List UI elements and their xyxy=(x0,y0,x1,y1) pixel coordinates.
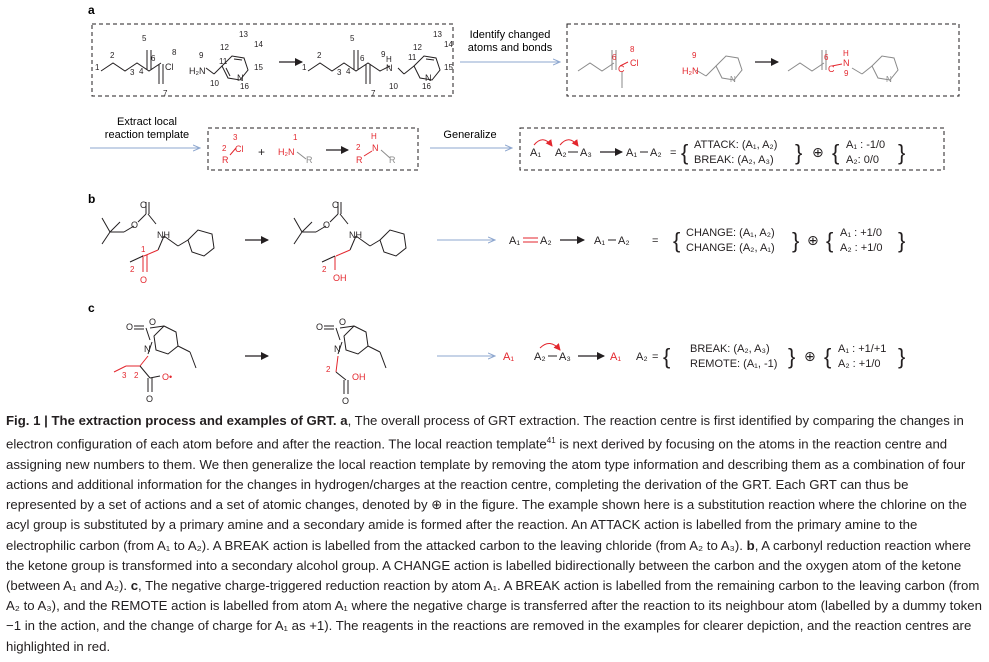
amide-n: N xyxy=(386,63,393,73)
amide-product-molecule xyxy=(308,50,440,84)
grt-b xyxy=(509,227,905,254)
amide-nh: H xyxy=(386,55,392,64)
centre-pyridine-n: N xyxy=(730,75,736,84)
caption-title: Fig. 1 | The extraction process and examples of GRT. xyxy=(6,413,337,428)
svg-text:11: 11 xyxy=(219,57,228,66)
svg-text:A₁ : +1/0: A₁ : +1/0 xyxy=(840,227,882,239)
reaction-centre-box xyxy=(567,24,959,96)
svg-text:A₂: A₂ xyxy=(540,235,552,247)
svg-text:7: 7 xyxy=(163,89,168,98)
svg-text:12: 12 xyxy=(220,43,229,52)
svg-text:⊕: ⊕ xyxy=(807,232,819,248)
c-product-ring-o: O xyxy=(339,317,347,327)
product-ester-o: O xyxy=(323,220,331,230)
svg-text:A₂ : +1/0: A₂ : +1/0 xyxy=(840,242,883,254)
svg-text:5: 5 xyxy=(142,34,147,43)
svg-text:10: 10 xyxy=(210,79,219,88)
svg-text:A₁ : +1/+1: A₁ : +1/+1 xyxy=(838,343,887,355)
svg-text:7: 7 xyxy=(371,89,376,98)
svg-text:⊕: ⊕ xyxy=(804,348,816,364)
caption-a-text: , The overall process of GRT extraction. The reaction centre is first identified by comparing the changes in electron configuration of each atom before and after the reaction. The local reaction template xyxy=(6,413,964,452)
svg-text:A₂: 0/0: A₂: 0/0 xyxy=(846,154,880,166)
product-centre-h: H xyxy=(843,49,849,58)
caption-c-text: , The negative charge-triggered reduction reaction by atom A₁. A BREAK action is labelled from the remaining carbon to the leaving carbon (from A₂ to A₃), and the REMOTE action is labelled from atom A₁ where the negative charge is transferred after the reaction to its neighbour atom (labelled by a dummy token −1 in the action, and the change of charge for A₁ as +1). The reagents in the reactions are removed in the examples for clearer depiction, and the reaction centres are highlighted in red. xyxy=(6,578,982,654)
c-product-oh: OH xyxy=(352,372,366,382)
svg-text:4: 4 xyxy=(346,67,351,76)
svg-text:A₁: A₁ xyxy=(610,351,622,363)
panel-a-label: a xyxy=(88,3,95,17)
svg-text:}: } xyxy=(898,344,906,369)
svg-text:CHANGE: (A₂, A₁): CHANGE: (A₂, A₁) xyxy=(686,242,775,254)
svg-text:2: 2 xyxy=(322,265,327,274)
svg-text:{: { xyxy=(824,344,832,369)
c-o-radical: O• xyxy=(162,372,173,382)
svg-text:H₂N: H₂N xyxy=(278,147,295,157)
svg-text:N: N xyxy=(425,73,432,83)
svg-text:A₃: A₃ xyxy=(580,147,592,159)
panel-b-label: b xyxy=(88,192,96,206)
c-product-carbonyl-o: O xyxy=(316,322,324,332)
centre-chlorine: Cl xyxy=(630,58,639,68)
svg-text:4: 4 xyxy=(139,67,144,76)
svg-text:8: 8 xyxy=(172,48,177,57)
svg-text:5: 5 xyxy=(350,34,355,43)
svg-text:14: 14 xyxy=(444,40,453,49)
svg-text:1: 1 xyxy=(302,63,307,72)
product-num-6: 6 xyxy=(824,53,829,62)
svg-text:N: N xyxy=(372,143,379,153)
boc-o-top: O xyxy=(140,200,148,210)
svg-text:A₃: A₃ xyxy=(559,351,571,363)
svg-text:2: 2 xyxy=(134,371,139,380)
product-boc-o: O xyxy=(332,200,340,210)
svg-text:BREAK: (A₂, A₃): BREAK: (A₂, A₃) xyxy=(690,343,770,355)
svg-text:}: } xyxy=(792,228,800,253)
svg-text:⊕: ⊕ xyxy=(812,144,824,160)
svg-text:R: R xyxy=(389,155,396,165)
svg-text:A₂: A₂ xyxy=(555,147,567,159)
svg-text:H: H xyxy=(371,132,377,141)
c-carboxyl-o: O xyxy=(146,394,154,404)
centre-num-6: 6 xyxy=(612,53,617,62)
svg-text:A₂ : +1/0: A₂ : +1/0 xyxy=(838,358,881,370)
svg-text:{: { xyxy=(663,344,671,369)
atom2-label: 2 xyxy=(130,265,135,274)
svg-text:9: 9 xyxy=(199,51,204,60)
svg-text:=: = xyxy=(652,235,659,247)
identify-step-label: Identify changed atoms and bonds xyxy=(467,29,553,54)
svg-text:2: 2 xyxy=(222,144,227,153)
svg-text:16: 16 xyxy=(422,82,431,91)
svg-text:}: } xyxy=(788,344,796,369)
svg-text:9: 9 xyxy=(381,50,386,59)
centre-carbon: C xyxy=(618,64,625,74)
svg-text:A₂: A₂ xyxy=(618,235,630,247)
svg-text:H₂N: H₂N xyxy=(189,66,206,76)
svg-text:A₂: A₂ xyxy=(636,351,648,363)
caption-c-label: c xyxy=(130,578,139,594)
svg-text:R: R xyxy=(222,155,229,165)
svg-text:}: } xyxy=(898,228,906,253)
c-ring-o: O xyxy=(149,317,157,327)
svg-text:15: 15 xyxy=(254,63,263,72)
svg-text:ATTACK: (A₁, A₂): ATTACK: (A₁, A₂) xyxy=(694,139,778,151)
svg-text:3: 3 xyxy=(122,371,127,380)
svg-text:10: 10 xyxy=(389,82,398,91)
product-nh: NH xyxy=(349,230,362,240)
nh-label: NH xyxy=(157,230,170,240)
svg-text:13: 13 xyxy=(433,30,442,39)
svg-text:R: R xyxy=(306,155,313,165)
svg-text:A₁: A₁ xyxy=(530,147,542,159)
svg-text:2: 2 xyxy=(317,51,322,60)
product-num-9: 9 xyxy=(844,69,849,78)
centre-amine: H₂N xyxy=(682,66,699,76)
svg-text:13: 13 xyxy=(239,30,248,39)
svg-text:CHANGE: (A₁, A₂): CHANGE: (A₁, A₂) xyxy=(686,227,775,239)
svg-text:BREAK: (A₂, A₃): BREAK: (A₂, A₃) xyxy=(694,154,774,166)
svg-text:1: 1 xyxy=(95,63,100,72)
svg-text:3: 3 xyxy=(130,68,135,77)
svg-text:=: = xyxy=(670,147,677,159)
svg-text:11: 11 xyxy=(408,53,417,62)
product-pyridine-n: N xyxy=(886,75,892,84)
svg-text:A₁: A₁ xyxy=(594,235,606,247)
svg-text:A₁ : -1/0: A₁ : -1/0 xyxy=(846,139,886,151)
ketone-o: O xyxy=(140,275,148,285)
svg-text:1: 1 xyxy=(293,133,298,142)
svg-text:2: 2 xyxy=(110,51,115,60)
caption-a-text-cont: is next derived by focusing on the atoms in the reaction centre and assigning new numbers to them. We then generalize the local reaction template by removing the atom type information and describing them as a combination of four actions and additional information for the changes in hydrogen/charges at the reaction centre, completing the derivation of the GRT. Each GRT can thus be represented by a set of actions and a set of atomic changes, denoted by ⊕ in the figure. The example shown here is a substitution reaction where the chlorine on the acyl group is substituted by a primary amine and a secondary amide is formed after the reaction. An ATTACK action is labelled from the primary amine to the electrophilic carbon (from A₁ to A₂). A BREAK action is labelled from the attacked carbon to the leaving chloride (from A₂ to A₃). xyxy=(6,436,967,553)
chlorine-atom: Cl xyxy=(165,62,174,72)
c-ring-n: N xyxy=(144,344,151,354)
c-product-carboxyl-o: O xyxy=(342,396,350,405)
svg-text:2: 2 xyxy=(356,143,361,152)
svg-text:}: } xyxy=(795,140,803,165)
panel-c-label: c xyxy=(88,301,95,315)
boc-o-ester: O xyxy=(131,220,139,230)
svg-text:2: 2 xyxy=(326,365,331,374)
svg-text:15: 15 xyxy=(444,63,453,72)
amide-product-atom-labels xyxy=(302,30,453,98)
caption-reference: 41 xyxy=(546,436,556,446)
svg-text:12: 12 xyxy=(413,43,422,52)
reaction-centre-reactants xyxy=(578,50,742,88)
figure-caption xyxy=(6,411,982,657)
svg-text:{: { xyxy=(681,140,689,165)
svg-text:A₁: A₁ xyxy=(503,351,515,363)
svg-text:R: R xyxy=(356,155,363,165)
svg-text:3: 3 xyxy=(233,133,238,142)
svg-text:{: { xyxy=(826,228,834,253)
picolylamine-atom-labels xyxy=(189,30,263,91)
benzoxazolone-reactant xyxy=(114,326,196,392)
caption-b-label: b xyxy=(746,537,755,553)
benzoxazolone-product xyxy=(324,326,386,394)
svg-text:A₂: A₂ xyxy=(534,351,546,363)
centre-num-8: 8 xyxy=(630,45,635,54)
svg-text:=: = xyxy=(652,351,659,363)
svg-text:16: 16 xyxy=(240,82,249,91)
atom1-label: 1 xyxy=(141,245,146,254)
c-product-n: N xyxy=(334,344,341,354)
svg-text:3: 3 xyxy=(337,68,342,77)
svg-text:A₁: A₁ xyxy=(626,147,638,159)
c-carbonyl-o: O xyxy=(126,322,134,332)
svg-text:REMOTE: (A₁, -1): REMOTE: (A₁, -1) xyxy=(690,358,778,370)
product-centre-carbon: C xyxy=(828,64,835,74)
grt-a xyxy=(530,139,905,166)
svg-text:{: { xyxy=(832,140,840,165)
svg-text:14: 14 xyxy=(254,40,263,49)
svg-text:N: N xyxy=(237,73,244,83)
centre-num-9: 9 xyxy=(692,51,697,60)
local-template xyxy=(222,132,396,165)
svg-text:{: { xyxy=(673,228,681,253)
caption-b-text: , A carbonyl reduction reaction where the ketone group is transformed into a secondary alcohol group. A CHANGE action is labelled bidirectionally between the carbon and the oxygen atom of the ketone (between A₁ and A₂). xyxy=(6,537,971,594)
svg-text:Cl: Cl xyxy=(235,144,244,154)
svg-text:A₁: A₁ xyxy=(509,235,521,247)
generalize-step-label: Generalize xyxy=(443,129,497,141)
extract-step-label: Extract local reaction template xyxy=(104,116,190,141)
svg-text:6: 6 xyxy=(151,54,156,63)
svg-text:6: 6 xyxy=(360,54,365,63)
svg-text:}: } xyxy=(898,140,906,165)
grt-c xyxy=(503,343,905,370)
svg-text:A₂: A₂ xyxy=(650,147,662,159)
product-centre-n: N xyxy=(843,58,850,68)
caption-a-label: a xyxy=(340,413,348,428)
product-oh: OH xyxy=(333,273,347,283)
svg-text:+: + xyxy=(258,145,266,159)
